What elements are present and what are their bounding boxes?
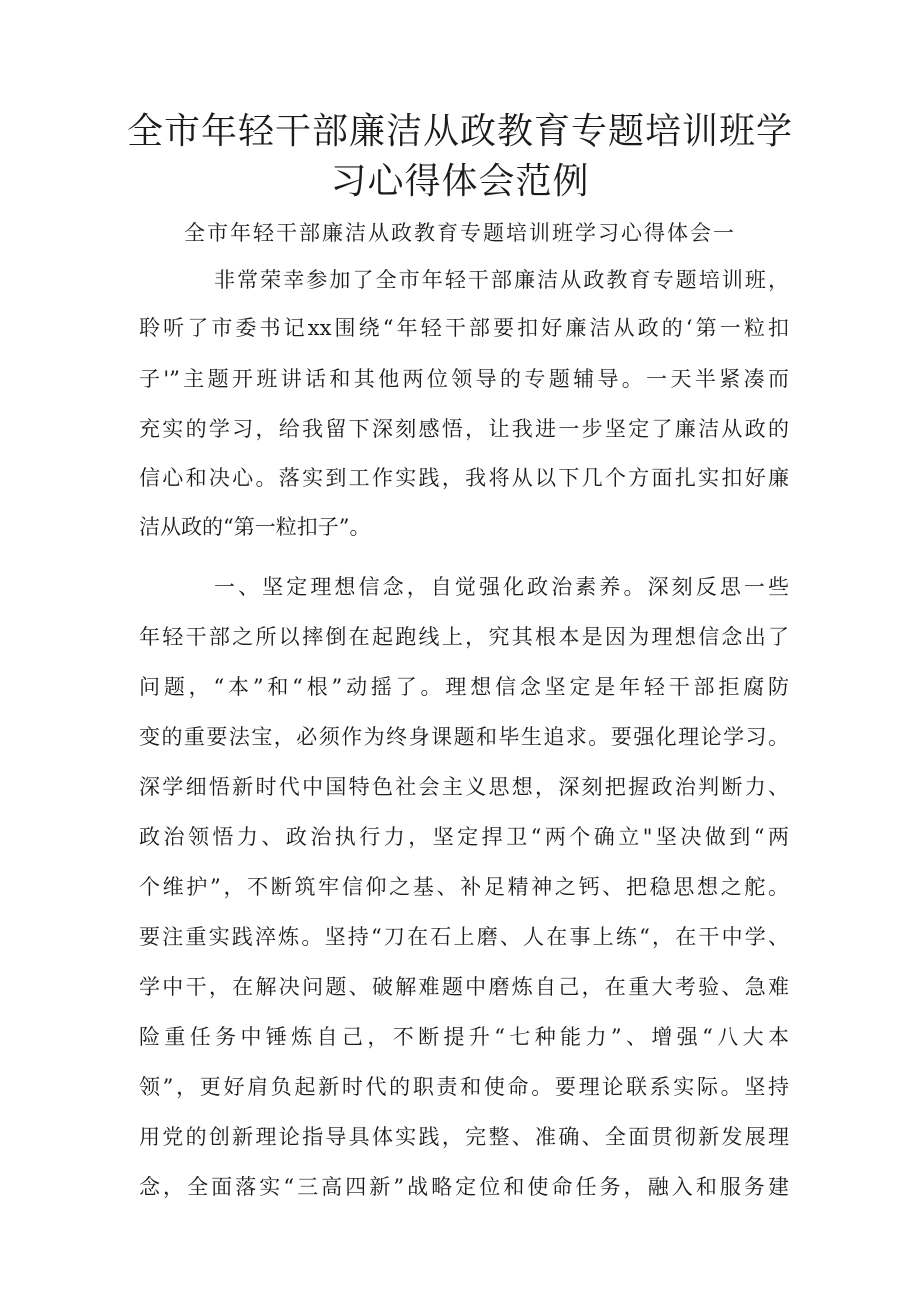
document-subtitle: 全市年轻干部廉洁从政教育专题培训班学习心得体会一 <box>184 221 736 245</box>
paragraph-line: 要注重实践淬炼。坚持“刀在石上磨、人在事上练“，在干中学、 <box>139 925 789 949</box>
paragraph-line: 念，全面落实“三高四新”战略定位和使命任务，融入和服务建 <box>139 1175 789 1199</box>
paragraph-line: 变的重要法宝，必须作为终身课题和毕生追求。要强化理论学习。 <box>139 725 789 749</box>
paragraph-line: 用党的创新理论指导具体实践，完整、准确、全面贯彻新发展理 <box>139 1125 789 1149</box>
document-title-line-1: 全市年轻干部廉洁从政教育专题培训班学 <box>126 111 793 152</box>
paragraph-line: 个维护”，不断筑牢信仰之基、补足精神之钙、把稳思想之舵。 <box>139 875 789 899</box>
document-title-line-2: 习心得体会范例 <box>330 161 590 202</box>
paragraph-line: 聆听了市委书记xx围绕“年轻干部要扣好廉洁从政的‘第一粒扣 <box>139 316 789 340</box>
paragraph-line: 险重任务中锤炼自己，不断提升“七种能力”、增强“八大本 <box>139 1025 789 1049</box>
paragraph-line: 洁从政的“第一粒扣子”。 <box>139 515 371 539</box>
paragraph-line: 充实的学习，给我留下深刻感悟，让我进一步坚定了廉洁从政的 <box>139 417 789 441</box>
paragraph-line: 问题，“本”和“根”动摇了。理想信念坚定是年轻干部拒腐防 <box>139 675 789 699</box>
paragraph-line: 非常荣幸参加了全市年轻干部廉洁从政教育专题培训班， <box>214 268 789 292</box>
paragraph-line: 年轻干部之所以摔倒在起跑线上，究其根本是因为理想信念出了 <box>139 625 789 649</box>
paragraph-line: 政治领悟力、政治执行力，坚定捍卫“两个确立"坚决做到“两 <box>139 825 789 849</box>
paragraph-line: 子'”主题开班讲话和其他两位领导的专题辅导。一天半紧凑而 <box>139 367 789 391</box>
paragraph-line: 深学细悟新时代中国特色社会主义思想，深刻把握政治判断力、 <box>139 775 789 799</box>
paragraph-line: 领”，更好肩负起新时代的职责和使命。要理论联系实际。坚持 <box>139 1075 789 1099</box>
paragraph-line: 一、坚定理想信念，自觉强化政治素养。深刻反思一些 <box>214 575 789 599</box>
paragraph-line: 学中干，在解决问题、破解难题中磨炼自己，在重大考验、急难 <box>139 975 789 999</box>
paragraph-line: 信心和决心。落实到工作实践，我将从以下几个方面扎实扣好廉 <box>139 466 789 490</box>
